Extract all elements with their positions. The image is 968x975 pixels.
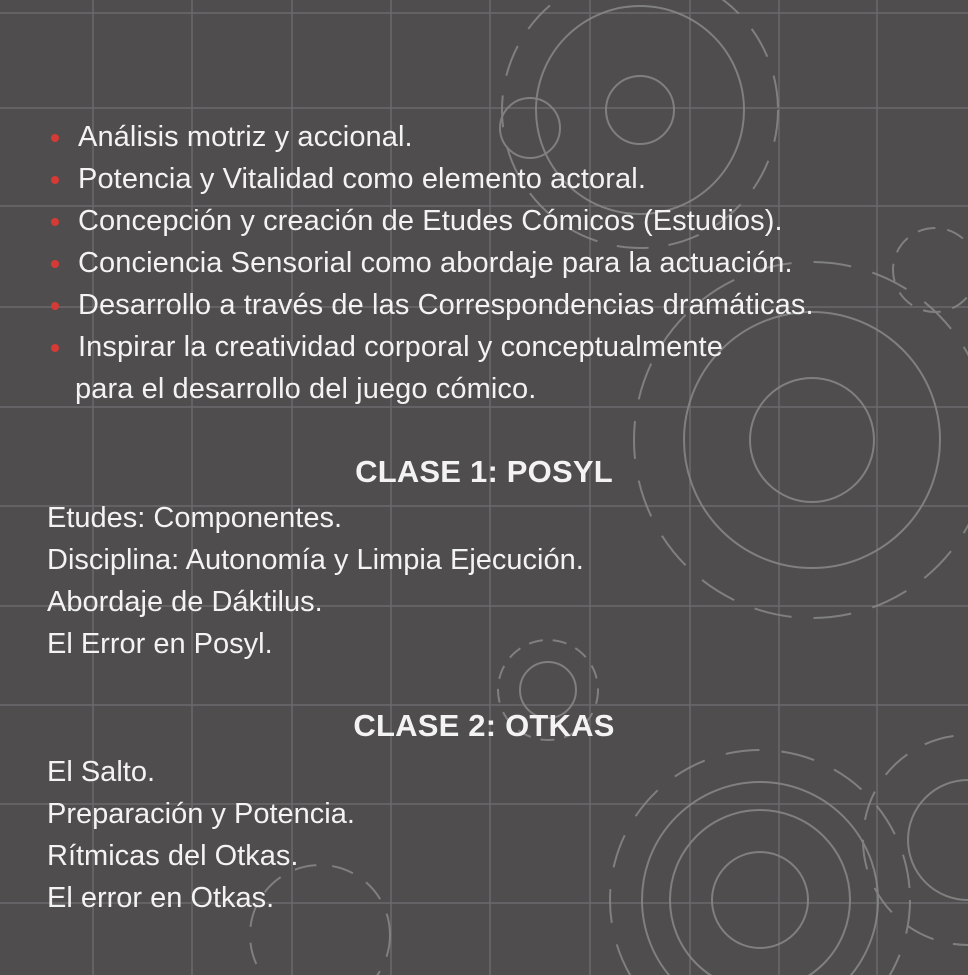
clase-1-title: CLASE 1: POSYL [355,454,613,489]
bullet-text: Potencia y Vitalidad como elemento actoral. [78,163,646,195]
bullet-text: Desarrollo a través de las Correspondencias dramáticas. [78,289,814,321]
list-item: El Error en Posyl. [47,628,273,660]
list-item [48,200,814,242]
list-item [48,242,814,284]
bullet-dot-icon [51,134,59,142]
clase-2-list [47,751,355,919]
bullet-dot-icon [51,218,59,226]
list-item: Preparación y Potencia. [47,798,355,830]
list-item [48,116,814,158]
bullet-text-continuation: para el desarrollo del juego cómico. [75,373,537,405]
bullet-dot-icon [51,344,59,352]
clase-2-title: CLASE 2: OTKAS [353,708,615,743]
clase-1-list [47,497,584,665]
bullet-text: Inspirar la creatividad corporal y conceptualmente [78,331,723,363]
list-item [48,284,814,326]
list-item: El error en Otkas. [47,882,275,914]
bullet-text: Concepción y creación de Etudes Cómicos (Estudios). [78,205,783,237]
bullet-text: Análisis motriz y accional. [78,121,413,153]
list-item: El Salto. [47,756,155,788]
list-item: Disciplina: Autonomía y Limpia Ejecución. [47,544,584,576]
list-item: Rítmicas del Otkas. [47,840,299,872]
objectives-list [48,116,814,410]
bullet-dot-icon [51,176,59,184]
list-item [48,158,814,200]
bullet-dot-icon [51,260,59,268]
list-item: Etudes: Componentes. [47,502,343,534]
list-item: Abordaje de Dáktilus. [47,586,323,618]
list-item [48,326,814,410]
bullet-text: Conciencia Sensorial como abordaje para la actuación. [78,247,793,279]
bullet-dot-icon [51,302,59,310]
